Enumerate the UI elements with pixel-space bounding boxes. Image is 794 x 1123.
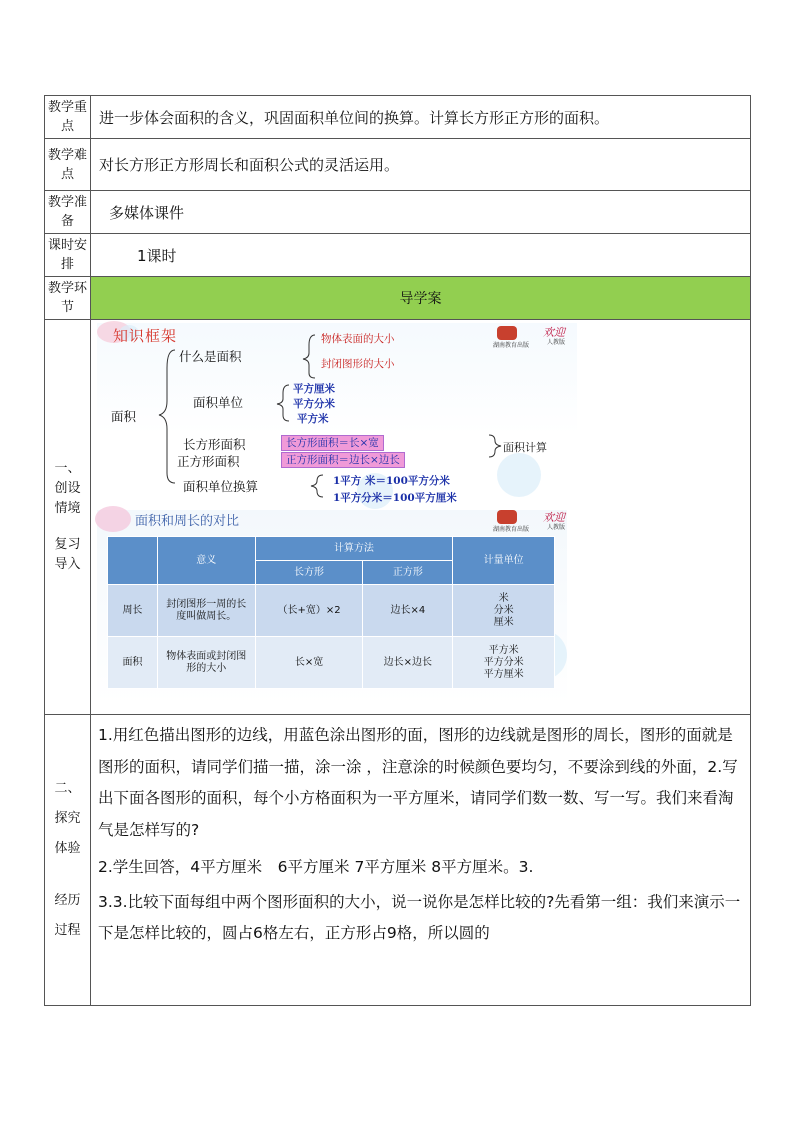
node-unit-3: 平方米 [297, 413, 329, 425]
section-label-line: 一、 [54, 461, 81, 476]
table-cell: 边长×4 [363, 585, 453, 637]
area-perimeter-slide [97, 510, 567, 704]
node-what-1: 物体表面的大小 [321, 333, 395, 345]
section-label-line: 情境 [54, 501, 81, 516]
table-cell [453, 585, 555, 637]
node-conv-2: 1平方分米＝100平方厘米 [333, 492, 457, 504]
comparison-table [107, 536, 555, 689]
paragraph: 3.3.比较下面每组中两个图形面积的大小，说一说你是怎样比较的?先看第一组：我们来演示一下是怎样比较的，圆占6格左右，正方形占9格，所以圆的 [98, 892, 741, 942]
row-section-1 [45, 320, 751, 715]
node-what: 什么是面积 [179, 349, 242, 364]
section-label-line: 经历 [54, 893, 81, 908]
paragraph: 2.学生回答，4平方厘米 6平方厘米 7平方厘米 8平方厘米。3. [98, 858, 534, 876]
node-unit: 面积单位 [193, 395, 244, 410]
section-label-line: 探究 [54, 811, 81, 826]
table-cell: 周长 [108, 585, 158, 637]
table-cell: 物体表面或封闭图形的大小 [157, 637, 255, 689]
row-label: 教学重点 [45, 96, 91, 139]
row-label: 教学难点 [45, 139, 91, 191]
section-2-content [91, 715, 751, 1006]
section-1-label [45, 320, 91, 715]
header-cell: 计量单位 [453, 537, 555, 585]
table-cell: （长+宽）×2 [255, 585, 363, 637]
signature-sub: 人教版 [547, 524, 566, 531]
slide-title: 面积和周长的对比 [135, 514, 240, 529]
table-cell: 长×宽 [255, 637, 363, 689]
unit-line: 平方米 [488, 644, 519, 656]
logo-text: 湖南教育出版 [493, 526, 530, 533]
slides-cell [91, 320, 751, 715]
unit-line: 平方分米 [483, 656, 524, 668]
table-cell: 封闭图形一周的长度叫做周长。 [157, 585, 255, 637]
row-difficulties [45, 139, 751, 191]
signature: 欢迎 [543, 326, 565, 339]
header-cell: 长方形 [255, 561, 363, 585]
node-conv: 面积单位换算 [183, 479, 259, 494]
unit-line: 米 [498, 592, 509, 604]
header-cell: 意义 [157, 537, 255, 585]
signature-sub: 人教版 [547, 339, 566, 346]
slide-title: 知识框架 [113, 327, 178, 345]
table-cell [453, 637, 555, 689]
node-conv-1: 1平方 米＝100平方分米 [333, 475, 450, 487]
row-text: 对长方形正方形周长和面积公式的灵活运用。 [91, 139, 751, 191]
table-cell: 面积 [108, 637, 158, 689]
signature: 欢迎 [543, 511, 565, 524]
section-label-line: 创设 [54, 481, 81, 496]
node-rect: 长方形面积 [183, 437, 246, 452]
section-2-label [45, 715, 91, 1006]
section-label-line: 导入 [54, 557, 81, 572]
row-text: 进一步体会面积的含义，巩固面积单位间的换算。计算长方形正方形的面积。 [91, 96, 751, 139]
row-schedule [45, 234, 751, 277]
unit-line: 平方厘米 [483, 668, 524, 680]
row-preparation [45, 191, 751, 234]
node-calc: 面积计算 [503, 441, 547, 454]
rect-formula-box: 长方形面积＝长×宽 [281, 435, 384, 451]
unit-line: 厘米 [493, 616, 514, 628]
row-key-points [45, 96, 751, 139]
node-root: 面积 [111, 409, 137, 424]
header-cell: 计算方法 [255, 537, 453, 561]
knowledge-framework-slide [97, 323, 577, 509]
table-cell: 边长×边长 [363, 637, 453, 689]
header-cell: 正方形 [363, 561, 453, 585]
node-what-2: 封闭图形的大小 [321, 358, 395, 370]
node-square: 正方形面积 [177, 454, 240, 469]
row-stage [45, 277, 751, 320]
node-unit-1: 平方厘米 [293, 383, 335, 395]
row-text: 多媒体课件 [91, 191, 751, 234]
section-label-line: 复习 [54, 537, 81, 552]
row-label: 教学环节 [45, 277, 91, 320]
row-section-2 [45, 715, 751, 1006]
section-label-line: 体验 [54, 841, 81, 856]
lesson-plan-table [44, 95, 751, 1006]
unit-line: 分米 [493, 604, 514, 616]
stage-header: 导学案 [91, 277, 751, 320]
paragraph: 1.用红色描出图形的边线，用蓝色涂出图形的面，图形的边线就是图形的周长，图形的面就是图形的面积，请同学们描一描，涂一涂 ，注意涂的时候颜色要均匀，不要涂到线的外面，2.写出下面各图形的面积，每个小方格面积为一平方厘米，请同学们数一数、写一写。我们来看淘气是怎样写的? [98, 726, 738, 839]
square-formula-box: 正方形面积＝边长×边长 [281, 452, 405, 468]
row-text: 1课时 [91, 234, 751, 277]
section-label-line: 过程 [54, 923, 81, 938]
row-label: 课时安排 [45, 234, 91, 277]
node-unit-2: 平方分米 [293, 398, 335, 410]
header-cell [108, 537, 158, 585]
logo-text: 湖南教育出版 [493, 342, 530, 349]
section-label-line: 二、 [54, 781, 81, 796]
row-label: 教学准备 [45, 191, 91, 234]
book-logo-icon [497, 510, 517, 524]
